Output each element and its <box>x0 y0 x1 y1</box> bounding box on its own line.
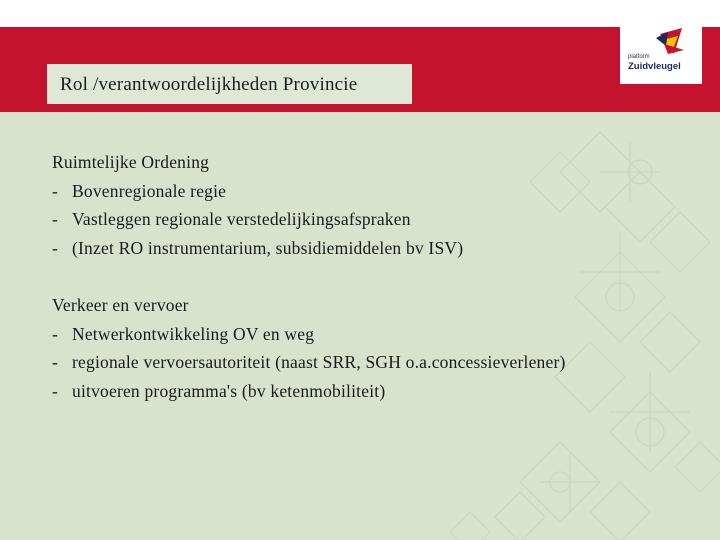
bullet-marker: - <box>52 180 59 201</box>
bullet-marker: - <box>52 237 59 258</box>
list-item-text: uitvoeren programma's (bv ketenmobiliteit) <box>72 380 386 401</box>
slide-content <box>52 148 692 405</box>
list-item <box>52 234 692 263</box>
logo-name: Zuidvleugel <box>628 61 681 72</box>
bullet-marker: - <box>52 352 59 372</box>
list-item-text: Bovenregionale regie <box>72 180 227 201</box>
list-item-text: Vastleggen regionale verstedelijkingsafspraken <box>72 209 411 229</box>
section-heading: Verkeer en vervoer <box>52 295 189 315</box>
bullet-marker: - <box>52 380 59 401</box>
bullet-marker: - <box>52 323 59 344</box>
list-item <box>52 348 692 377</box>
bullet-marker: - <box>52 209 59 229</box>
list-item-text: regionale vervoersautoriteit (naast SRR, SGH o.a.concessieverlener) <box>72 352 566 372</box>
list-item-text: (Inzet RO instrumentarium, subsidiemiddelen bv ISV) <box>72 237 464 258</box>
list-item-text: Netwerkontwikkeling OV en weg <box>72 323 315 344</box>
top-strip <box>0 0 720 27</box>
list-item <box>52 320 692 349</box>
list-item <box>52 177 692 206</box>
section-heading: Ruimtelijke Ordening <box>52 152 210 172</box>
list-item <box>52 377 692 406</box>
section-gap <box>52 262 692 291</box>
list-item <box>52 205 692 234</box>
slide-title: Rol /verantwoordelijkheden Provincie <box>60 74 358 95</box>
zuidvleugel-logo <box>620 24 702 84</box>
logo-small-text: platform <box>628 54 650 60</box>
